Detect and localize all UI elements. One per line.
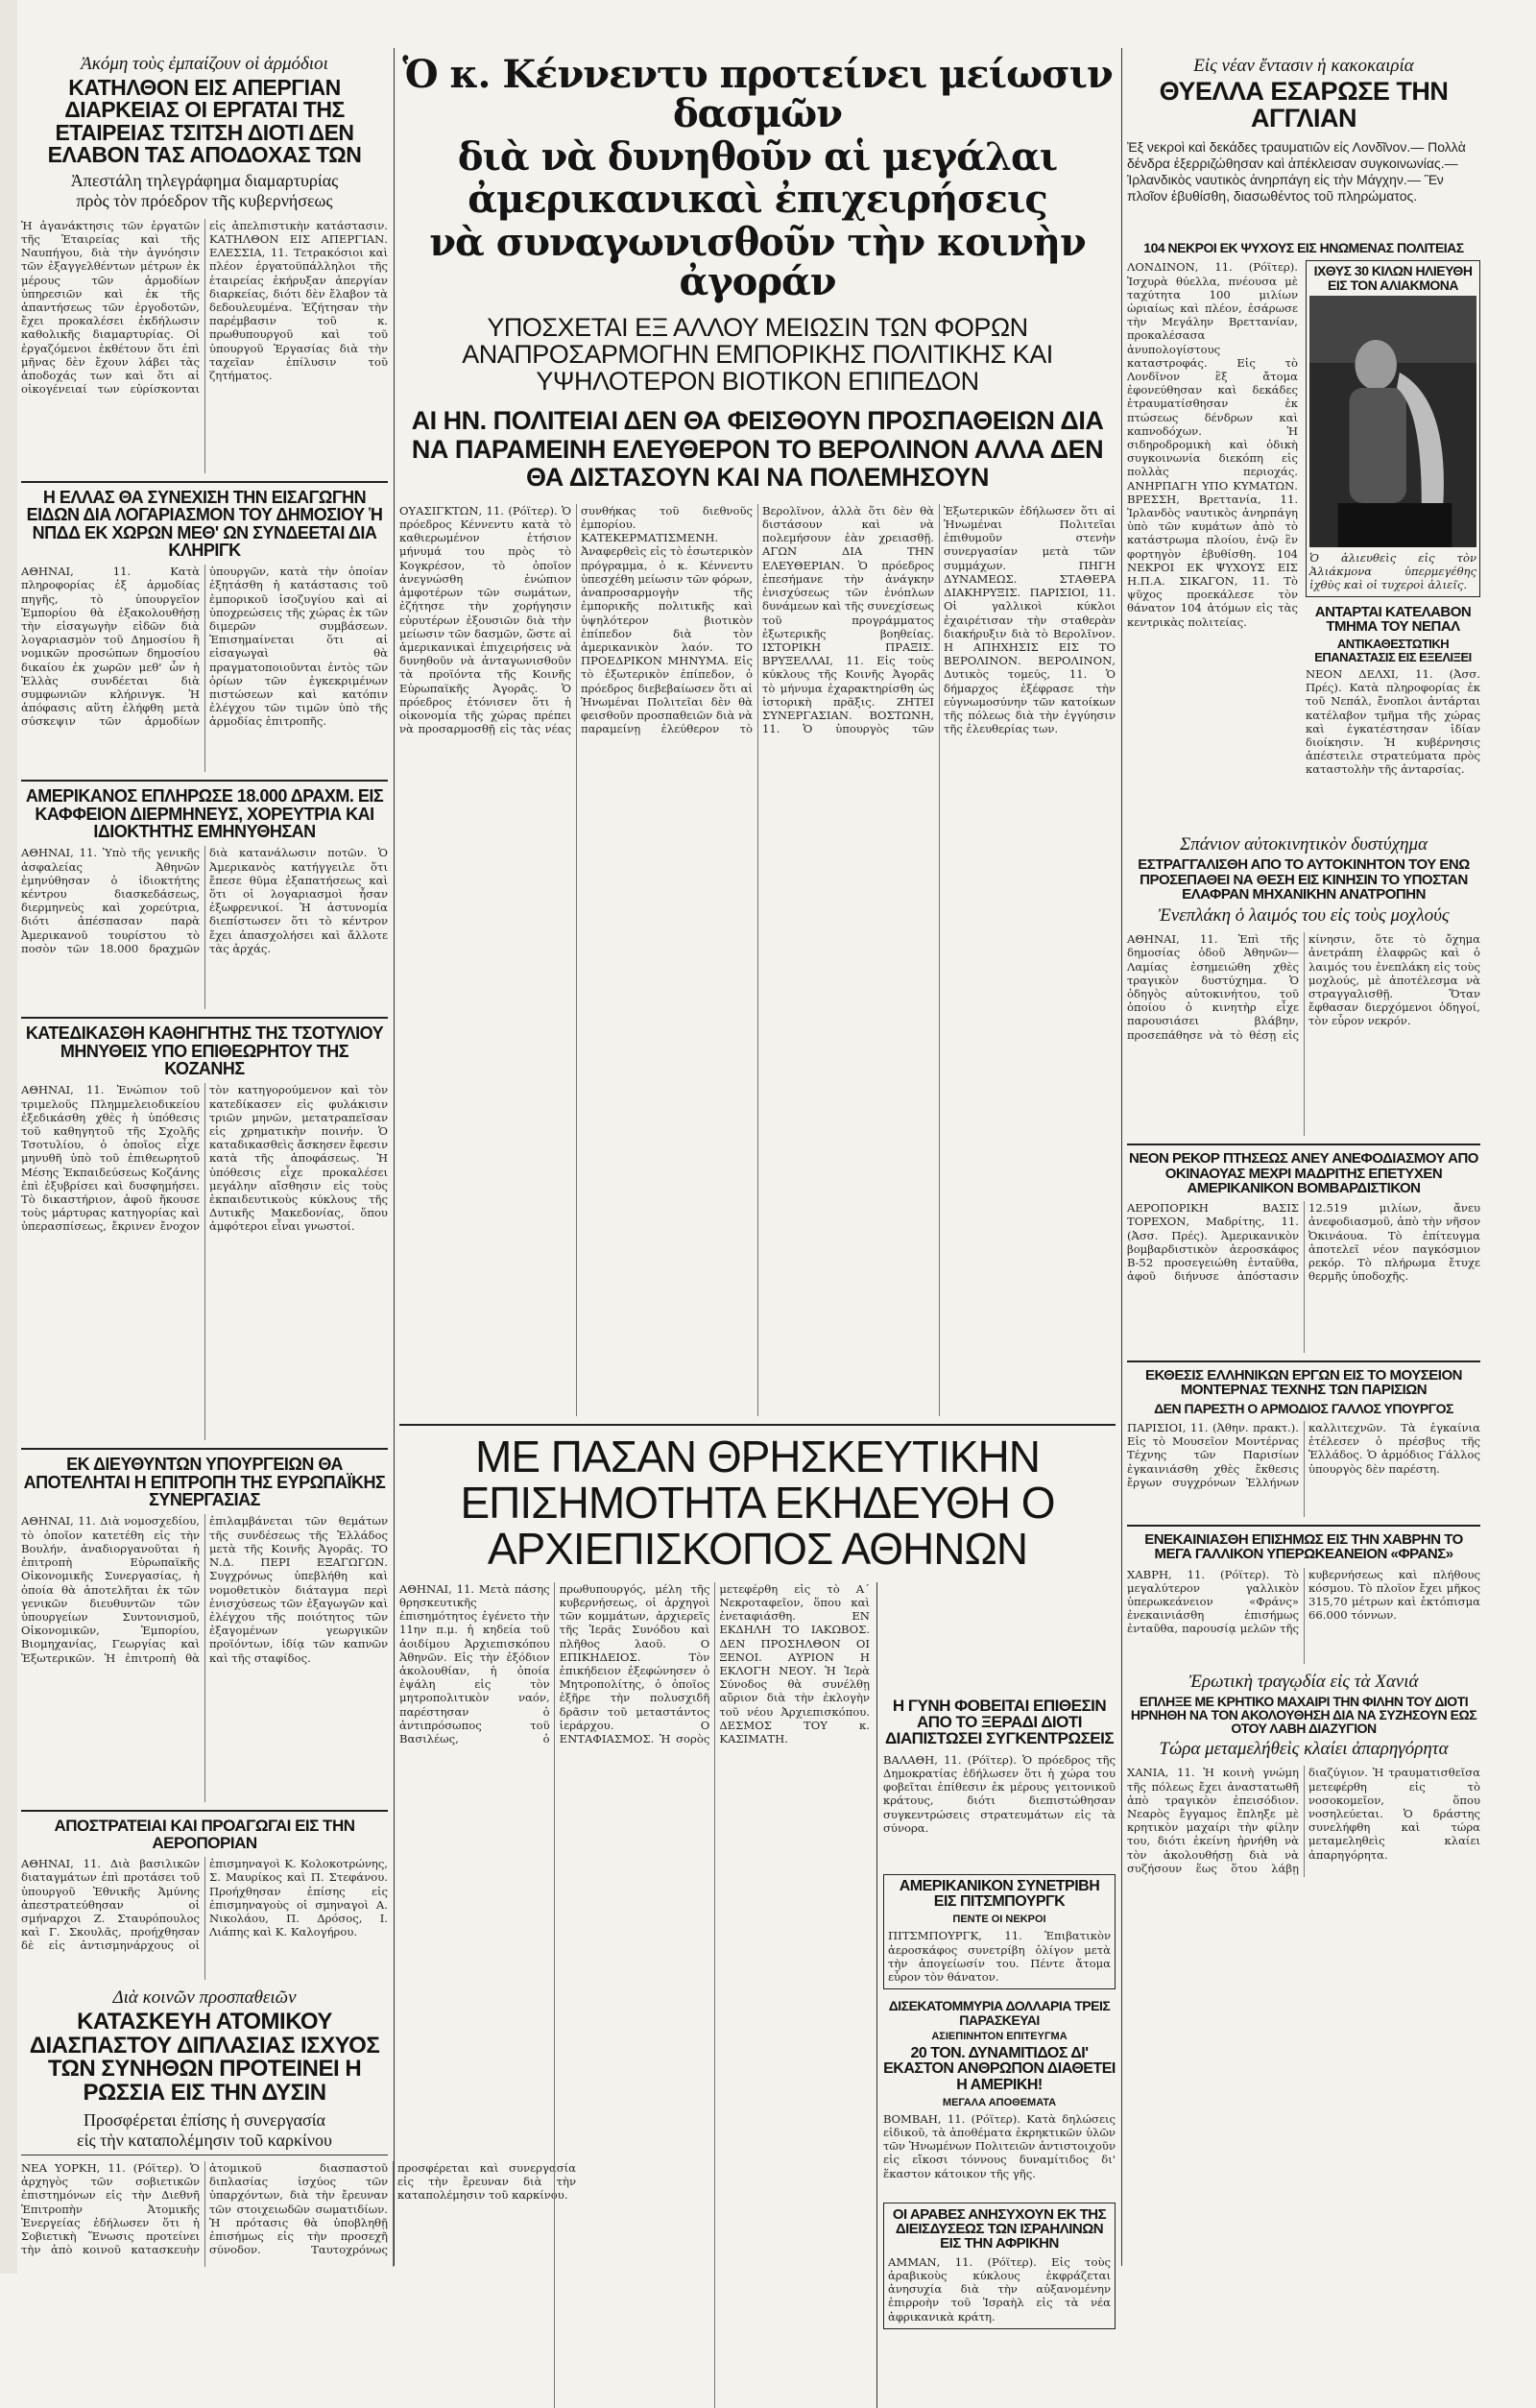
article-title: ΚΑΤΕΔΙΚΑΣΘΗ ΚΑΘΗΓΗΤΗΣ ΤΗΣ ΤΣΟΤΥΛΙΟΥ ΜΗΝΥΘΕΙΣ ΥΠΟ ΕΠΙΘΕΩΡΗΤΟΥ ΤΗΣ ΚΟΖΑΝΗΣ <box>25 1023 384 1079</box>
main-headline: νὰ συναγωνισθοῦν τὴν κοινὴν ἀγοράν <box>429 220 1086 304</box>
article-body: ΑΘΗΝΑΙ, 11. Ὑπὸ τῆς γενικῆς ἀσφαλείας Ἀθηνῶν ἐμηνύθησαν ὁ ἰδιοκτήτης κέντρου διασκεδάσεως, διερμηνεὺς καὶ χορεύτρια, διότι ἀπέσπασαν παρὰ Ἀμερικανοῦ τουρίστου τὸ ποσὸν τῶν 18.000 δραχμῶν διὰ κατανάλωσιν ποτῶν. Ὁ Ἀμερικανὸς κατήγγειλε ὅτι ἔπεσε θῦμα ἐξαπατήσεως καὶ ὅτι οἱ λογαριασμοὶ ἦσαν ἐξωφρενικοί. Ἡ ἀστυνομία διεπίστωσεν ὅτι τὸ κέντρον ἔχει ἀπασχολήσει καὶ ἄλλοτε τὰς ἀρχάς. <box>21 846 388 955</box>
article-subtitle: ΑΣΙΕΠΙΝΗΤΟΝ ΕΠΙΤΕΥΓΜΑ <box>931 2030 1068 2042</box>
main-deck: ΑΙ ΗΝ. ΠΟΛΙΤΕΙΑΙ ΔΕΝ ΘΑ ΦΕΙΣΘΟΥΝ ΠΡΟΣΠΑΘΕΙΩΝ ΔΙΑ ΝΑ ΠΑΡΑΜΕΙΝΗ ΕΛΕΥΘΕΡΟΝ ΤΟ ΒΕΡΟΛΙΝΟΝ ΑΛΛΑ ΔΕΝ ΘΑ ΔΙΣΤΑΣΟΥΝ ΚΑΙ ΝΑ ΠΟΛΕΜΗΣΟΥΝ <box>411 405 1104 493</box>
main-deck: ΥΠΟΣΧΕΤΑΙ ΕΞ ΑΛΛΟΥ ΜΕΙΩΣΙΝ ΤΩΝ ΦΟΡΩΝ ΑΝΑΠΡΟΣΑΡΜΟΓΗΝ ΕΜΠΟΡΙΚΗΣ ΠΟΛΙΤΙΚΗΣ ΚΑΙ ΥΨΗΛΟΤΕΡΟΝ ΒΙΟΤΙΚΟΝ ΕΠΙΠΕΔΟΝ <box>462 312 1053 397</box>
article-title: ΕΚΘΕΣΙΣ ΕΛΛΗΝΙΚΩΝ ΕΡΓΩΝ ΕΙΣ ΤΟ ΜΟΥΣΕΙΟΝ ΜΟΝΤΕΡΝΑΣ ΤΕΧΝΗΣ ΤΩΝ ΠΑΡΙΣΙΩΝ <box>1145 1367 1462 1399</box>
article-body: ΑΘΗΝΑΙ, 11. Μετὰ πάσης θρησκευτικῆς ἐπισημότητος ἐγένετο τὴν 11ην π.μ. ἡ κηδεία τοῦ ἀοιδίμου Ἀρχιεπισκόπου Ἀθηνῶν. Εἰς τὴν ἐξόδιον ἀκολουθίαν, ἡ ὁποία ἐψάλη εἰς τὸν μητροπολιτικὸν ναόν, παρέστησαν ὁ ἀντιπρόσωπος τοῦ Βασιλέως, ὁ πρωθυπουργός, μέλη τῆς κυβερνήσεως, οἱ ἀρχηγοὶ τῶν κομμάτων, ἀρχιερεῖς τῆς Ἱερᾶς Συνόδου καὶ πλῆθος λαοῦ. Ο ΕΠΙΚΗΔΕΙΟΣ. Τὸν ἐπικήδειον ἐξεφώνησεν ὁ Μητροπολίτης, ὁ ὁποῖος ἐξῆρε τὴν πολυσχιδῆ δρᾶσιν τοῦ μεταστάντος ἱεράρχου. Ο ΕΝΤΑΦΙΑΣΜΟΣ. Ἡ σορὸς μετεφέρθη εἰς τὸ Α΄ Νεκροταφεῖον, ὅπου καὶ ἐνεταφιάσθη. ΕΝ ΕΚΔΗΛΗ ΤΟ ΙΑΚΩΒΟΣ. ΔΕΝ ΠΡΟΣΗΛΘΟΝ ΟΙ ΞΕΝΟΙ. ΑΥΡΙΟΝ Η ΕΚΛΟΓΗ ΝΕΟΥ. Ἡ Ἱερὰ Σύνοδος θὰ συνέλθῃ αὔριον διὰ τὴν ἐκλογὴν τοῦ νέου Ἀρχιεπισκόπου. ΔΕΣΜΟΣ ΤΟΥ κ. ΚΑΣΙΜΑΤΗ. <box>399 1581 870 1746</box>
article-body: ΧΑΒΡΗ, 11. (Ρόϊτερ). Τὸ μεγαλύτερον γαλλικὸν ὑπερωκεάνειον «Φράνς» ἐνεκαινιάσθη ἐπισήμως ἐνταῦθα, παρουσίᾳ μελῶν τῆς κυβερνήσεως καὶ πλήθους κόσμου. Τὸ πλοῖον ἔχει μῆκος 315,70 μέτρων καὶ ἐκτόπισμα 66.000 τόννων. <box>1127 1567 1480 1636</box>
article-subtitle: ΠΕΝΤΕ ΟΙ ΝΕΚΡΟΙ <box>952 1914 1046 1926</box>
article-deck: Ἐξ νεκροὶ καὶ δεκάδες τραυματιῶν εἰς Λονδῖνον.— Πολλὰ δένδρα ἐξερριζώθησαν καὶ ἀπέκλεισαν συγκοινωνίας.— Ἰρλανδικὸς ναυτικὸς ἀνηρπάγη εἰς τὴν Μάγχην.— Ἓν πλοῖον ἐβυθίσθη, διασωθέντος τοῦ πληρώματος. <box>1127 139 1466 205</box>
article-title: ΜΕ ΠΑΣΑΝ ΘΡΗΣΚΕΥΤΙΚΗΝ ΕΠΙΣΗΜΟΤΗΤΑ ΕΚΗΔΕΥΘΗ Ο ΑΡΧΙΕΠΙΣΚΟΠΟΣ ΑΘΗΝΩΝ <box>460 1431 1055 1575</box>
article-kicker: Σπάνιον αὐτοκινητικὸν δυστύχημα <box>1179 834 1428 855</box>
article-title: ΔΙΣΕΚΑΤΟΜΜΥΡΙΑ ΔΟΛΛΑΡΙΑ ΤΡΕΙΣ ΠΑΡΑΣΚΕΥΑΙ <box>888 1998 1111 2028</box>
article-body: ΟΥΑΣΙΓΚΤΩΝ, 11. (Ρόϊτερ). Ὁ πρόεδρος Κέννεντυ κατὰ τὸ καθιερωμένον ἐτήσιον μήνυμά του πρὸς τὸ Κογκρέσον, τὸ ὁποῖον ἀνεγνώσθη ἐνώπιον ἀμφοτέρων τῶν σωμάτων, ἐζήτησε τὴν χορήγησιν εὐρυτέρων ἐξουσιῶν διὰ τὴν μείωσιν τῶν δασμῶν, ὥστε αἱ ἀμερικανικαὶ ἐπιχειρήσεις νὰ δυνηθοῦν νὰ ἀνταγωνισθοῦν τὰ προϊόντα τῆς Κοινῆς Εὐρωπαϊκῆς Ἀγορᾶς. Ὁ πρόεδρος ἐτόνισεν ὅτι ἡ οἰκονομία τῆς χώρας πρέπει νὰ προσαρμοσθῇ εἰς τὰς νέας συνθήκας τοῦ διεθνοῦς ἐμπορίου. ΚΑΤΕΚΕΡΜΑΤΙΣΜΕΝΗ. Ἀναφερθεὶς εἰς τὸ ἐσωτερικὸν πρόγραμμα, ὁ κ. Κέννεντυ ὑπεσχέθη μείωσιν τῶν φόρων, ἀναπροσαρμογὴν τῆς ἐμπορικῆς πολιτικῆς καὶ ὑψηλότερον βιοτικὸν ἐπίπεδον διὰ τὸν ἀμερικανικὸν λαόν. ΤΟ ΠΡΟΕΔΡΙΚΟΝ ΜΗΝΥΜΑ. Εἰς τὸ ἐξωτερικὸν ἐπίπεδον, ὁ πρόεδρος διεβεβαίωσεν ὅτι αἱ Ἡνωμέναι Πολιτεῖαι δὲν θὰ φεισθοῦν προσπαθειῶν διὰ νὰ παραμείνῃ ἐλεύθερον τὸ Βερολῖνον, ἀλλὰ ὅτι δὲν θὰ διστάσουν καὶ νὰ πολεμήσουν ἐὰν χρειασθῇ. ΑΓΩΝ ΔΙΑ ΤΗΝ ΕΛΕΥΘΕΡΙΑΝ. Ὁ πρόεδρος ἐπεσήμανε τὴν ἀνάγκην ἐνισχύσεως τῶν ἐνόπλων δυνάμεων καὶ τῆς συνεχίσεως τοῦ προγράμματος ἐξωτερικῆς βοηθείας. ΙΣΤΟΡΙΚΗ ΠΡΑΞΙΣ. ΒΡΥΞΕΛΛΑΙ, 11. Εἰς τοὺς κύκλους τῆς Κοινῆς Ἀγορᾶς τὸ μήνυμα ἐχαρακτηρίσθη ὡς ἱστορικὴ πρᾶξις. ΖΗΤΕΙ ΣΥΝΕΡΓΑΣΙΑΝ. ΒΟΣΤΩΝΗ, 11. Ὁ ὑπουργὸς τῶν Ἐξωτερικῶν ἐδήλωσεν ὅτι αἱ Ἡνωμέναι Πολιτεῖαι ἐπιθυμοῦν στενὴν συνεργασίαν μετὰ τῶν συμμάχων. ΠΗΓΗ ΔΥΝΑΜΕΩΣ. ΣΤΑΘΕΡΑ ΔΙΑΚΗΡΥΞΙΣ. ΠΑΡΙΣΙΟΙ, 11. Οἱ γαλλικοὶ κύκλοι ἐχαιρέτισαν τὴν σταθερὰν διακήρυξιν διὰ τὸ Βερολῖνον. Η ΑΠΗΧΗΣΙΣ ΕΙΣ ΤΟ ΒΕΡΟΛΙΝΟΝ. ΒΕΡΟΛΙΝΟΝ, Δυτικὸς τομεύς, 11. Ὁ δήμαρχος ἐξέφρασε τὴν εὐγνωμοσύνην τῶν κατοίκων τῆς πόλεως διὰ τὴν ἐγγύησιν τῆς ἐλευθερίας των. <box>399 503 1116 736</box>
main-headline: ἀμερικανικαὶ ἐπιχειρήσεις <box>468 177 1047 223</box>
article-kicker: Εἰς νέαν ἔντασιν ἡ κακοκαιρία <box>1193 56 1414 76</box>
article-title: ΑΝΤΑΡΤΑΙ ΚΑΤΕΛΑΒΟΝ ΤΜΗΜΑ ΤΟΥ ΝΕΠΑΛ <box>1314 603 1472 636</box>
article-title: Η ΓΥΝΗ ΦΟΒΕΙΤΑΙ ΕΠΙΘΕΣΙΝ ΑΠΟ ΤΟ ΞΕΡΑΔΙ ΔΙΟΤΙ ΔΙΑΠΙΣΤΩΣΕΙ ΣΥΓΚΕΝΤΡΩΣΕΙΣ <box>884 1696 1115 1748</box>
article-body: ΠΑΡΙΣΙΟΙ, 11. (Ἀθην. πρακτ.). Εἰς τὸ Μουσεῖον Μοντέρνας Τέχνης τῶν Παρισίων ἐγκαινιάσθη χθὲς ἔκθεσις ἔργων συγχρόνων Ἑλλήνων καλλιτεχνῶν. Τὰ ἐγκαίνια ἐτέλεσεν ὁ πρέσβυς τῆς Ἑλλάδος. Ὁ ἁρμόδιος Γάλλος ὑπουργὸς δὲν παρέστη. <box>1127 1420 1480 1489</box>
article-body: ΠΙΤΣΜΠΟΥΡΓΚ, 11. Ἐπιβατικὸν ἀεροσκάφος συνετρίβη ὀλίγον μετὰ τὴν ἀπογείωσίν του. Πέντε ἄτομα εὗρον τὸν θάνατον. <box>888 1929 1111 1984</box>
article-title: ΟΙ ΑΡΑΒΕΣ ΑΝΗΣΥΧΟΥΝ ΕΚ ΤΗΣ ΔΙΕΙΣΔΥΣΕΩΣ ΤΩΝ ΙΣΡΑΗΛΙΝΩΝ ΕΙΣ ΤΗΝ ΑΦΡΙΚΗΝ <box>892 2205 1107 2252</box>
photo-caption: Ὁ ἁλιευθεὶς εἰς τὸν Ἀλιάκμονα ὑπερμεγέθης ἰχθὺς καὶ οἱ τυχεροὶ ἁλιεῖς. <box>1309 550 1476 592</box>
article-body: ΑΘΗΝΑΙ, 11. Διὰ νομοσχεδίου, τὸ ὁποῖον κατετέθη εἰς τὴν Βουλήν, ἀναδιοργανοῦται ἡ ἐπιτροπὴ Εὐρωπαϊκῆς Οἰκονομικῆς Συνεργασίας, ἡ ὁποία θὰ ἀποτελῆται ἐκ τῶν γενικῶν διευθυντῶν τῶν ὑπουργείων Συντονισμοῦ, Οἰκονομικῶν, Ἐμπορίου, Βιομηχανίας, Γεωργίας καὶ Ἐξωτερικῶν. Ἡ ἐπιτροπὴ θὰ ἐπιλαμβάνεται τῶν θεμάτων τῆς συνδέσεως τῆς Ἑλλάδος μετὰ τῆς Κοινῆς Ἀγορᾶς. ΤΟ Ν.Δ. ΠΕΡΙ ΕΞΑΓΩΓΩΝ. Συγχρόνως ὑπεβλήθη καὶ νομοθετικὸν διάταγμα περὶ ἐνισχύσεως τῶν ἐξαγωγῶν καὶ ἐλέγχου τῆς ποιότητος τῶν ἐξαγομένων γεωργικῶν προϊόντων, ἰδίᾳ τῶν καπνῶν καὶ τῆς σταφίδος. <box>21 1514 388 1665</box>
column-divider <box>394 48 395 2266</box>
article-body: ΑΘΗΝΑΙ, 11. Κατὰ πληροφορίας ἐξ ἁρμοδίας πηγῆς, τὸ ὑπουργεῖον Ἐμπορίου θὰ ἐξακολουθήσῃ τὴν εἰσαγωγὴν εἰδῶν διὰ λογαριασμὸν τοῦ Δημοσίου ἢ νομικῶν προσώπων δημοσίου δικαίου ἐκ χωρῶν μεθ' ὧν ἡ Ἑλλὰς συνδέεται διὰ συμφωνιῶν κλήρινγκ. Ἡ ἀπόφασις αὕτη ἐλήφθη μετὰ σύσκεψιν τῶν ἁρμοδίων ὑπουργῶν, κατὰ τὴν ὁποίαν ἐξητάσθη ἡ κατάστασις τοῦ ἐμπορικοῦ ἰσοζυγίου καὶ αἱ ὑποχρεώσεις τῆς χώρας ἐκ τῶν διμερῶν συμβάσεων. Ἐπισημαίνεται ὅτι αἱ εἰσαγωγαὶ θὰ πραγματοποιοῦνται ἐντὸς τῶν ὁρίων τῶν ἐγκεκριμένων πιστώσεων καὶ κατόπιν ἐλέγχου τῶν τιμῶν ὑπὸ τῆς ἁρμοδίας ἐπιτροπῆς. <box>21 565 388 729</box>
main-headline: Ὁ κ. Κέννεντυ προτείνει μείωσιν δασμῶν <box>402 52 1113 136</box>
main-headline: διὰ νὰ δυνηθοῦν αἱ μεγάλαι <box>457 133 1058 180</box>
article-subtitle: ΔΕΝ ΠΑΡΕΣΤΗ Ο ΑΡΜΟΔΙΟΣ ΓΑΛΛΟΣ ΥΠΟΥΡΓΟΣ <box>1154 1400 1453 1416</box>
article-title: ΕΣΤΡΑΓΓΑΛΙΣΘΗ ΑΠΟ ΤΟ ΑΥΤΟΚΙΝΗΤΟΝ ΤΟΥ ΕΝΩ ΠΡΟΣΕΠΑΘΕΙ ΝΑ ΘΕΣΗ ΕΙΣ ΚΙΝΗΣΙΝ ΤΟ ΥΠΟΣΤΑΝ ΕΛΑΦΡΑΝ ΜΗΧΑΝΙΚΗΝ ΑΝΑΤΡΟΠΗΝ <box>1138 856 1470 903</box>
article-body: ΝΕΑ ΥΟΡΚΗ, 11. (Ρόϊτερ). Ὁ ἀρχηγὸς τῶν σοβιετικῶν ἐπιστημόνων εἰς τὴν Διεθνῆ Ἐπιτροπὴν Ἀτομικῆς Ἐνεργείας ἐδήλωσεν ὅτι ἡ Σοβιετικὴ Ἕνωσις προτείνει τὴν ἀπὸ κοινοῦ κατασκευὴν ἀτομικοῦ διασπαστοῦ διπλασίας ἰσχύος τῶν ὑπαρχόντων, διὰ τὴν ἔρευναν τῶν στοιχειωδῶν σωματιδίων. Ἡ πρότασις θὰ ὑποβληθῇ ἐπισήμως εἰς τὴν προσεχῆ σύνοδον. Ταυτοχρόνως προσφέρεται καὶ συνεργασία εἰς τὴν ἔρευναν διὰ τὴν καταπολέμησιν τοῦ καρκίνου. <box>21 2161 576 2257</box>
column-divider <box>1121 48 1122 2266</box>
article-subtitle: πρὸς τὸν πρόεδρον τῆς κυβερνήσεως <box>76 190 333 210</box>
photo-box <box>1306 260 1480 597</box>
article-title: ΕΠΛΗΞΕ ΜΕ ΚΡΗΤΙΚΟ ΜΑΧΑΙΡΙ ΤΗΝ ΦΙΛΗΝ ΤΟΥ ΔΙΟΤΙ ΗΡΝΗΘΗ ΝΑ ΤΟΝ ΑΚΟΛΟΥΘΗΣΗ ΔΙΑ ΝΑ ΣΥΖΗΣΟΥΝ ΕΩΣ ΟΤΟΥ ΛΑΒΗ ΔΙΑΖΥΓΙΟΝ <box>1130 1693 1477 1737</box>
article-title: ΑΜΕΡΙΚΑΝΟΣ ΕΠΛΗΡΩΣΕ 18.000 ΔΡΑΧΜ. ΕΙΣ ΚΑΦΦΕΙΟΝ ΔΙΕΡΜΗΝΕΥΣ, ΧΟΡΕΥΤΡΙΑ ΚΑΙ ΙΔΙΟΚΤΗΤΗΣ ΕΜΗΝΥΘΗΣΑΝ <box>25 786 384 841</box>
article-title: ΚΑΤΗΛΘΟΝ ΕΙΣ ΑΠΕΡΓΙΑΝ ΔΙΑΡΚΕΙΑΣ ΟΙ ΕΡΓΑΤΑΙ ΤΗΣ ΕΤΑΙΡΕΙΑΣ ΤΣΙΤΣΗ ΔΙΟΤΙ ΔΕΝ ΕΛΑΒΟΝ ΤΑΣ ΑΠΟΔΟΧΑΣ ΤΩΝ <box>47 75 362 168</box>
article-title: ΚΑΤΑΣΚΕΥΗ ΑΤΟΜΙΚΟΥ ΔΙΑΣΠΑΣΤΟΥ ΔΙΠΛΑΣΙΑΣ ΙΣΧΥΟΣ ΤΩΝ ΣΥΝΗΘΩΝ ΠΡΟΤΕΙΝΕΙ Η ΡΩΣΣΙΑ ΕΙΣ ΤΗΝ ΔΥΣΙΝ <box>29 2009 380 2106</box>
article-subtitle: ΑΝΤΙΚΑΘΕΣΤΩΤΙΚΗ ΕΠΑΝΑΣΤΑΣΙΣ ΕΙΣ ΕΞΕΛΙΞΕΙ <box>1314 637 1472 664</box>
article-title: ΘΥΕΛΛΑ ΕΣΑΡΩΣΕ ΤΗΝ ΑΓΓΛΙΑΝ <box>1159 77 1449 132</box>
article-title: 20 ΤΟΝ. ΔΥΝΑΜΙΤΙΔΟΣ ΔΙ' ΕΚΑΣΤΟΝ ΑΝΘΡΩΠΟΝ ΔΙΑΘΕΤΕΙ Η ΑΜΕΡΙΚΗ! <box>883 2044 1116 2093</box>
article-subtitle: 104 ΝΕΚΡΟΙ ΕΚ ΨΥΧΟΥΣ ΕΙΣ ΗΝΩΜΕΝΑΣ ΠΟΛΙΤΕΙΑΣ <box>1143 240 1464 256</box>
article-title: ΑΠΟΣΤΡΑΤΕΙΑΙ ΚΑΙ ΠΡΟΑΓΩΓΑΙ ΕΙΣ ΤΗΝ ΑΕΡΟΠΟΡΙΑΝ <box>54 1817 355 1852</box>
article-body: ΧΑΝΙΑ, 11. Ἡ κοινὴ γνώμη τῆς πόλεως ἔχει ἀναστατωθῆ ἀπὸ τραγικὸν ἐπεισόδιον. Νεαρὸς ἔγγαμος ἔπληξε μὲ κρητικὸν μαχαίρι τὴν φίλην του, διότι ἐκείνη ἠρνήθη νὰ τὸν ἀκολουθήσῃ διὰ νὰ συζήσουν ἕως ὅτου λάβῃ διαζύγιον. Ἡ τραυματισθεῖσα μετεφέρθη εἰς τὸ νοσοκομεῖον, ὅπου νοσηλεύεται. Ὁ δράστης συνελήφθη καὶ τώρα μεταμεληθεὶς κλαίει ἀπαρηγόρητα. <box>1127 1766 1480 1875</box>
article-body: ΝΕΟΝ ΔΕΛΧΙ, 11. (Ἀσσ. Πρές). Κατὰ πληροφορίας ἐκ τοῦ Νεπάλ, ἔνοπλοι ἀντάρται κατέλαβον τμῆμα τῆς χώρας καὶ ἐγκατέστησαν ἰδίαν διοίκησιν. Ἡ κυβέρνησις ἀπέστειλε στρατεύματα πρὸς καταστολὴν τῆς ἀνταρσίας. <box>1306 666 1480 777</box>
article-subtitle: Προσφέρεται ἐπίσης ἡ συνεργασία <box>84 2110 325 2131</box>
article-subtitle: ΜΕΓΑΛΑ ΑΠΟΘΕΜΑΤΑ <box>942 2096 1057 2108</box>
fish-photo <box>1309 296 1476 547</box>
article-kicker: Ἐρωτικὴ τραγῳδία εἰς τὰ Χανιά <box>1188 1671 1419 1692</box>
page-margin-strip <box>0 0 17 2274</box>
article-kicker: Ἀκόμη τοὺς ἐμπαίζουν οἱ ἁρμόδιοι <box>81 54 328 74</box>
column-divider <box>876 1582 877 2408</box>
news-box <box>883 2203 1116 2329</box>
article-body: ΑΘΗΝΑΙ, 11. Διὰ βασιλικῶν διαταγμάτων ἐπὶ προτάσει τοῦ ὑπουργοῦ Ἐθνικῆς Ἀμύνης ἀπεστρατεύθησαν οἱ σμήναρχοι Ζ. Σταυρόπουλος καὶ Γ. Σκουλᾶς, προήχθησαν δὲ εἰς ἀντισμηνάρχους οἱ ἐπισμηναγοὶ Κ. Κολοκοτρώνης, Σ. Μαυρίκος καὶ Π. Στεφάνου. Προήχθησαν ἐπίσης εἰς ἐπισμηναγοὺς οἱ σμηναγοὶ Α. Νικολάου, Π. Δρόσος, Ι. Λιάπης καὶ Κ. Καλογήρου. <box>21 1857 388 1953</box>
article-body: ΒΟΜΒΑΗ, 11. (Ρόϊτερ). Κατὰ δηλώσεις εἰδικοῦ, τὰ ἀποθέματα ἐκρηκτικῶν ὑλῶν τῶν Ἡνωμένων Πολιτειῶν ἀντιστοιχοῦν εἰς εἴκοσι τόννους δυναμίτιδος δι' ἕκαστον κάτοικον τῆς γῆς. <box>883 2111 1116 2180</box>
article-subtitle: Τώρα μεταμελήθεὶς κλαίει ἀπαρηγόρητα <box>1159 1739 1449 1760</box>
article-body: ΛΟΝΔΙΝΟΝ, 11. (Ρόϊτερ). Ἰσχυρὰ θύελλα, πνέουσα μὲ ταχύτητα 100 μιλίων ὡριαίως καὶ πλέον, ἐσάρωσε τὴν Μεγάλην Βρεττανίαν, προκαλέσασα ἀνυπολογίστους καταστροφάς. Εἰς τὸ Λονδῖνον ἓξ ἄτομα ἐφονεύθησαν καὶ δεκάδες ἐτραυματίσθησαν ἐκ πτώσεως δένδρων καὶ καπνοδόχων. Ἡ σιδηροδρομικὴ καὶ ὁδικὴ συγκοινωνία διεκόπη εἰς πολλὰς περιοχάς. ΑΝΗΡΠΑΓΗ ΥΠΟ ΚΥΜΑΤΩΝ. ΒΡΕΣΣΗ, Βρεττανία, 11. Ἰρλανδὸς ναυτικὸς ἀνηρπάγη ὑπὸ τῶν κυμάτων ἀπὸ τὸ κατάστρωμα πλοίου, ἐνῷ ἓν φορτηγὸν ἐβυθίσθη. 104 ΝΕΚΡΟΙ ΕΚ ΨΥΧΟΥΣ ΕΙΣ Η.Π.Α. ΣΙΚΑΓΟΝ, 11. Τὸ ψῦχος προεκάλεσε τὸν θάνατον 104 ἀτόμων εἰς τὰς κεντρικὰς πολιτείας. <box>1127 260 1298 629</box>
article-body: ΑΘΗΝΑΙ, 11. Ἐπὶ τῆς δημοσίας ὁδοῦ Ἀθηνῶν—Λαμίας ἐσημειώθη χθὲς τραγικὸν δυστύχημα. Ὁ ὁδηγὸς αὐτοκινήτου, τοῦ ὁποίου ὁ κινητὴρ εἶχε παρουσιάσει βλάβην, προσεπάθησε νὰ τὸ θέσῃ εἰς κίνησιν, ὅτε τὸ ὄχημα ἀνετράπη ἐλαφρῶς καὶ ὁ λαιμός του ἐνεπλάκη εἰς τοὺς μοχλούς, μὲ ἀποτέλεσμα νὰ στραγγαλισθῇ. Ὅταν ἔφθασαν διερχόμενοι ὁδηγοί, τὸν εὗρον νεκρόν. <box>1127 932 1480 1042</box>
article-kicker: Διὰ κοινῶν προσπαθειῶν <box>112 1987 297 2009</box>
article-body: ΑΜΜΑΝ, 11. (Ρόϊτερ). Εἰς τοὺς ἀραβικοὺς κύκλους ἐκφράζεται ἀνησυχία διὰ τὴν αὐξανομένην ἐπιρροὴν τοῦ Ἰσραὴλ εἰς τὰ νέα ἀφρικανικὰ κράτη. <box>888 2254 1111 2324</box>
article-body: ΑΘΗΝΑΙ, 11. Ἐνώπιον τοῦ τριμελοῦς Πλημμελειοδικείου ἐξεδικάσθη χθὲς ἡ ὑπόθεσις τοῦ καθηγητοῦ τῆς Σχολῆς Τσοτυλίου, ὁ ὁποῖος εἶχε μηνυθῆ ὑπὸ τοῦ ἐπιθεωρητοῦ Μέσης Ἐκπαιδεύσεως Κοζάνης ἐπὶ ἐξυβρίσει καὶ δυσφημήσει. Τὸ δικαστήριον, ἀφοῦ ἤκουσε τοὺς μάρτυρας κατηγορίας καὶ ὑπερασπίσεως, ἔκρινεν ἔνοχον τὸν κατηγορούμενον καὶ τὸν κατεδίκασεν εἰς φυλάκισιν τριῶν μηνῶν, μετατραπεῖσαν εἰς χρηματικὴν ποινήν. Ὁ καταδικασθεὶς ἄσκησεν ἔφεσιν κατὰ τῆς ἀποφάσεως. Ἡ ὑπόθεσις εἶχε προκαλέσει μεγάλην αἴσθησιν εἰς τοὺς ἐκπαιδευτικοὺς κύκλους τῆς Δυτικῆς Μακεδονίας, ὅπου ἀμφότεροι εἶναι γνωστοί. <box>21 1083 388 1234</box>
article-subtitle: εἰς τὴν καταπολέμησιν τοῦ καρκίνου <box>21 2131 388 2155</box>
article-body: ΒΑΛΑΘΗ, 11. (Ρόϊτερ). Ὁ πρόεδρος τῆς Δημοκρατίας ἐδήλωσεν ὅτι ἡ χώρα του φοβεῖται ἐπίθεσιν ἐκ μέρους γειτονικοῦ κράτους, διότι διεπιστώθησαν συγκεντρώσεις στρατευμάτων εἰς τὰ σύνορα. <box>883 1752 1116 1835</box>
article-subtitle: Ἀπεστάλη τηλεγράφημα διαμαρτυρίας <box>70 170 339 190</box>
article-body: ΑΕΡΟΠΟΡΙΚΗ ΒΑΣΙΣ ΤΟΡΕΧΟΝ, Μαδρίτης, 11. (Ἀσσ. Πρές). Ἀμερικανικὸν βομβαρδιστικὸν ἀεροσκάφος Β-52 προσεγειώθη ἐνταῦθα, ἀφοῦ διήνυσε ἀπόστασιν 12.519 μιλίων, ἄνευ ἀνεφοδιασμοῦ, ἀπὸ τὴν νῆσον Ὀκινάουα. Τὸ ἐπίτευγμα ἀποτελεῖ νέον παγκόσμιον ρεκόρ. Τὸ πλήρωμα ἔτυχε θερμῆς ὑποδοχῆς. <box>1127 1201 1480 1284</box>
article-title: ΕΝΕΚΑΙΝΙΑΣΘΗ ΕΠΙΣΗΜΩΣ ΕΙΣ ΤΗΝ ΧΑΒΡΗΝ ΤΟ ΜΕΓΑ ΓΑΛΛΙΚΟΝ ΥΠΕΡΩΚΕΑΝΕΙΟΝ «ΦΡΑΝΣ» <box>1144 1530 1463 1563</box>
article-title: ΝΕΟΝ ΡΕΚΟΡ ΠΤΗΣΕΩΣ ΑΝΕΥ ΑΝΕΦΟΔΙΑΣΜΟΥ ΑΠΟ ΟΚΙΝΑΟΥΑΣ ΜΕΧΡΙ ΜΑΔΡΙΤΗΣ ΕΠΕΤΥΧΕΝ ΑΜΕΡΙΚΑΝΙΚΟΝ ΒΟΜΒΑΡΔΙΣΤΙΚΟΝ <box>1129 1150 1478 1196</box>
article-body: Ἡ ἀγανάκτησις τῶν ἐργατῶν τῆς Ἑταιρείας καὶ τῆς Ναυπήγου, διὰ τὴν ἀγνόησιν τῶν ἐξαγγελθέντων μέτρων ἐκ μέρους τῶν ἁρμοδίων ὑπηρεσιῶν καὶ ἐκ τῆς ἀπαντήσεως τῶν ἐργοδοτῶν, ἔχει προκαλέσει ἐκδήλωσιν καθολικῆς διαμαρτυρίας. Οἱ ἐργαζόμενοι ἐκθέτουν ὅτι ἐπὶ μῆνας δὲν ἔχουν λάβει τὰς ἀποδοχάς των καὶ ὅτι αἱ οἰκογένειαί των εὑρίσκονται εἰς ἀπελπιστικὴν κατάστασιν. ΚΑΤΗΛΘΟΝ ΕΙΣ ΑΠΕΡΓΙΑΝ. ΕΛΕΣΣΙΑ, 11. Τετρακόσιοι καὶ πλέον ἐργατοϋπάλληλοι τῆς ἑταιρείας ἐκήρυξαν ἀπεργίαν διαρκείας, διότι δὲν ἔλαβον τὰ δεδουλευμένα. Ἐζήτησαν τὴν παρέμβασιν τοῦ κ. πρωθυπουργοῦ καὶ τοῦ ὑπουργοῦ Ἐργασίας διὰ τὴν ταχεῖαν ἐπίλυσιν τοῦ ζητήματος. <box>21 218 388 397</box>
center-column <box>399 52 1116 2324</box>
article-title: ΑΜΕΡΙΚΑΝΙΚΟΝ ΣΥΝΕΤΡΙΒΗ ΕΙΣ ΠΙΤΣΜΠΟΥΡΓΚ <box>899 1877 1100 1911</box>
news-box <box>883 1874 1116 1990</box>
right-column <box>1127 56 1480 2264</box>
article-title: Η ΕΛΛΑΣ ΘΑ ΣΥΝΕΧΙΣΗ ΤΗΝ ΕΙΣΑΓΩΓΗΝ ΕΙΔΩΝ ΔΙΑ ΛΟΓΑΡΙΑΣΜΟΝ ΤΟΥ ΔΗΜΟΣΙΟΥ Ἡ ΝΠΔΔ ΕΚ ΧΩΡΩΝ ΜΕΘ' ΩΝ ΣΥΝΔΕΕΤΑΙ ΔΙΑ ΚΛΗΡΙΓΚ <box>26 487 383 560</box>
left-column <box>21 54 576 2262</box>
article-subtitle: Ἐνεπλάκη ὁ λαιμός του εἰς τοὺς μοχλούς <box>1158 905 1450 927</box>
article-title: ΕΚ ΔΙΕΥΘΥΝΤΩΝ ΥΠΟΥΡΓΕΙΩΝ ΘΑ ΑΠΟΤΕΛΗΤΑΙ Η ΕΠΙΤΡΟΠΗ ΤΗΣ ΕΥΡΩΠΑΪΚΗΣ ΣΥΝΕΡΓΑΣΙΑΣ <box>23 1455 386 1510</box>
fish-photo-image <box>1309 296 1476 547</box>
photo-title: ΙΧΘΥΣ 30 ΚΙΛΩΝ ΗΛΙΕΥΘΗ ΕΙΣ ΤΟΝ ΑΛΙΑΚΜΟΝΑ <box>1313 263 1473 293</box>
